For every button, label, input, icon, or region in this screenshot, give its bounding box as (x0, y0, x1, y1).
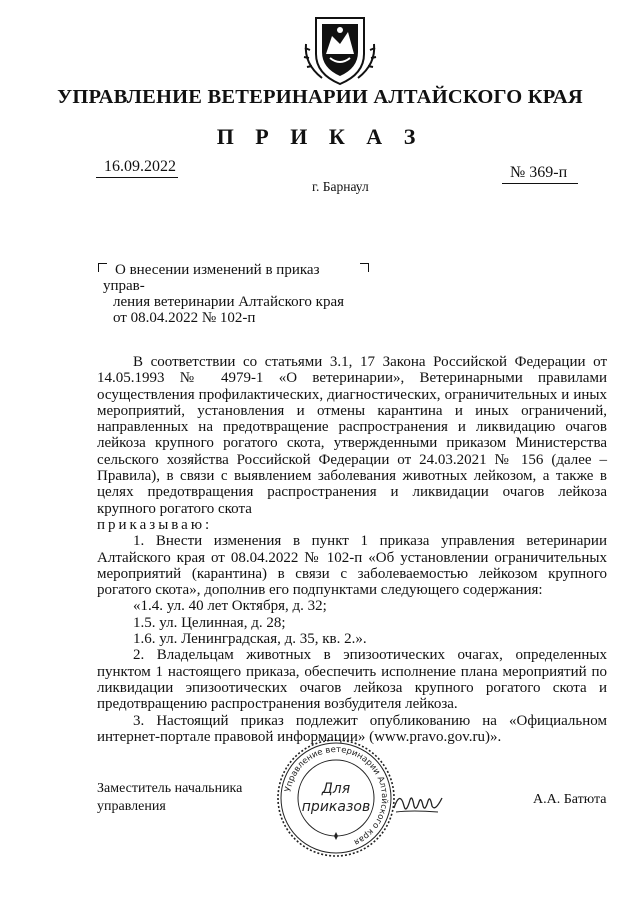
subitem-1-5: 1.5. ул. Целинная, д. 28; (133, 614, 286, 631)
coat-of-arms-emblem (302, 14, 378, 86)
subitem-1-6: 1.6. ул. Ленинградская, д. 35, кв. 2.». (133, 631, 367, 648)
seal-center-line-2: приказов (301, 799, 371, 815)
seal-ring-text: Управление ветеринарии Алтайского края (283, 744, 390, 847)
signatory-name: А.А. Батюта (533, 792, 607, 807)
subject-line-1: О внесении изменений в приказ управ- (103, 262, 320, 294)
order-body (97, 354, 607, 745)
position-line-2: управления (97, 799, 166, 814)
subject-line-3: от 08.04.2022 № 102-п (113, 310, 256, 326)
handwritten-signature (392, 786, 444, 820)
document-type-title: П Р И К А З (216, 124, 424, 149)
official-seal (274, 736, 398, 860)
subject-line-2: ления ветеринарии Алтайского края (113, 294, 345, 310)
seal-center-line-1: Для (321, 781, 351, 797)
subject-block (103, 262, 363, 326)
item-2-paragraph: 2. Владельцам животных в эпизоотических очагах, определенных пунктом 1 настоящего приказа, обеспечить исполнение плана мероприятий по ликвидации эпизоотических очагов лейкоза крупного рогатого скота и предотвращению распространения возбудителя лейкоза. (97, 647, 607, 713)
number-underline (502, 183, 578, 184)
item-1-paragraph: 1. Внести изменения в пункт 1 приказа управления ветеринарии Алтайского края от 08.04.2022 № 102-п «Об установлении ограничительных мероприятий (карантина) в связи с заболеваемостью лейкозом крупного рогатого скота», дополнив его подпунктами следующего содержания: (97, 533, 607, 599)
item-3-paragraph: 3. Настоящий приказ подлежит опубликованию на «Официальном интернет-портале правовой информации» (www.pravo.gov.ru)». (97, 712, 607, 745)
order-word: приказываю: (97, 516, 213, 533)
subitem-1-4: «1.4. ул. 40 лет Октября, д. 32; (133, 598, 327, 615)
organization-title: УПРАВЛЕНИЕ ВЕТЕРИНАРИИ АЛТАЙСКОГО КРАЯ (57, 86, 583, 108)
date-underline (96, 177, 178, 178)
order-number: № 369-п (510, 164, 568, 181)
order-date: 16.09.2022 (104, 158, 176, 175)
preamble-paragraph: В соответствии со статьями 3.1, 17 Закона Российской Федерации от 14.05.1993 № 4979-1 «О ветеринарии», Ветеринарными правилами осуществления профилактических, диагностических, ограничительных и иных мероприятий, установления и отмены карантина и иных ограничений, направленных на предотвращение распространения и ликвидацию очагов лейкоза крупного рогатого скота, утвержденными приказом Министерства сельского хозяйства Российской Федерации от 24.03.2021 № 156 (далее – Правила), в связи с выявлением заболевания животных лейкозом, а также в целях предотвращения распространения и ликвидации очагов лейкоза крупного рогатого скота (97, 354, 607, 517)
signatory-position (97, 780, 242, 816)
position-line-1: Заместитель начальника (97, 781, 243, 796)
city: г. Барнаул (312, 179, 369, 194)
